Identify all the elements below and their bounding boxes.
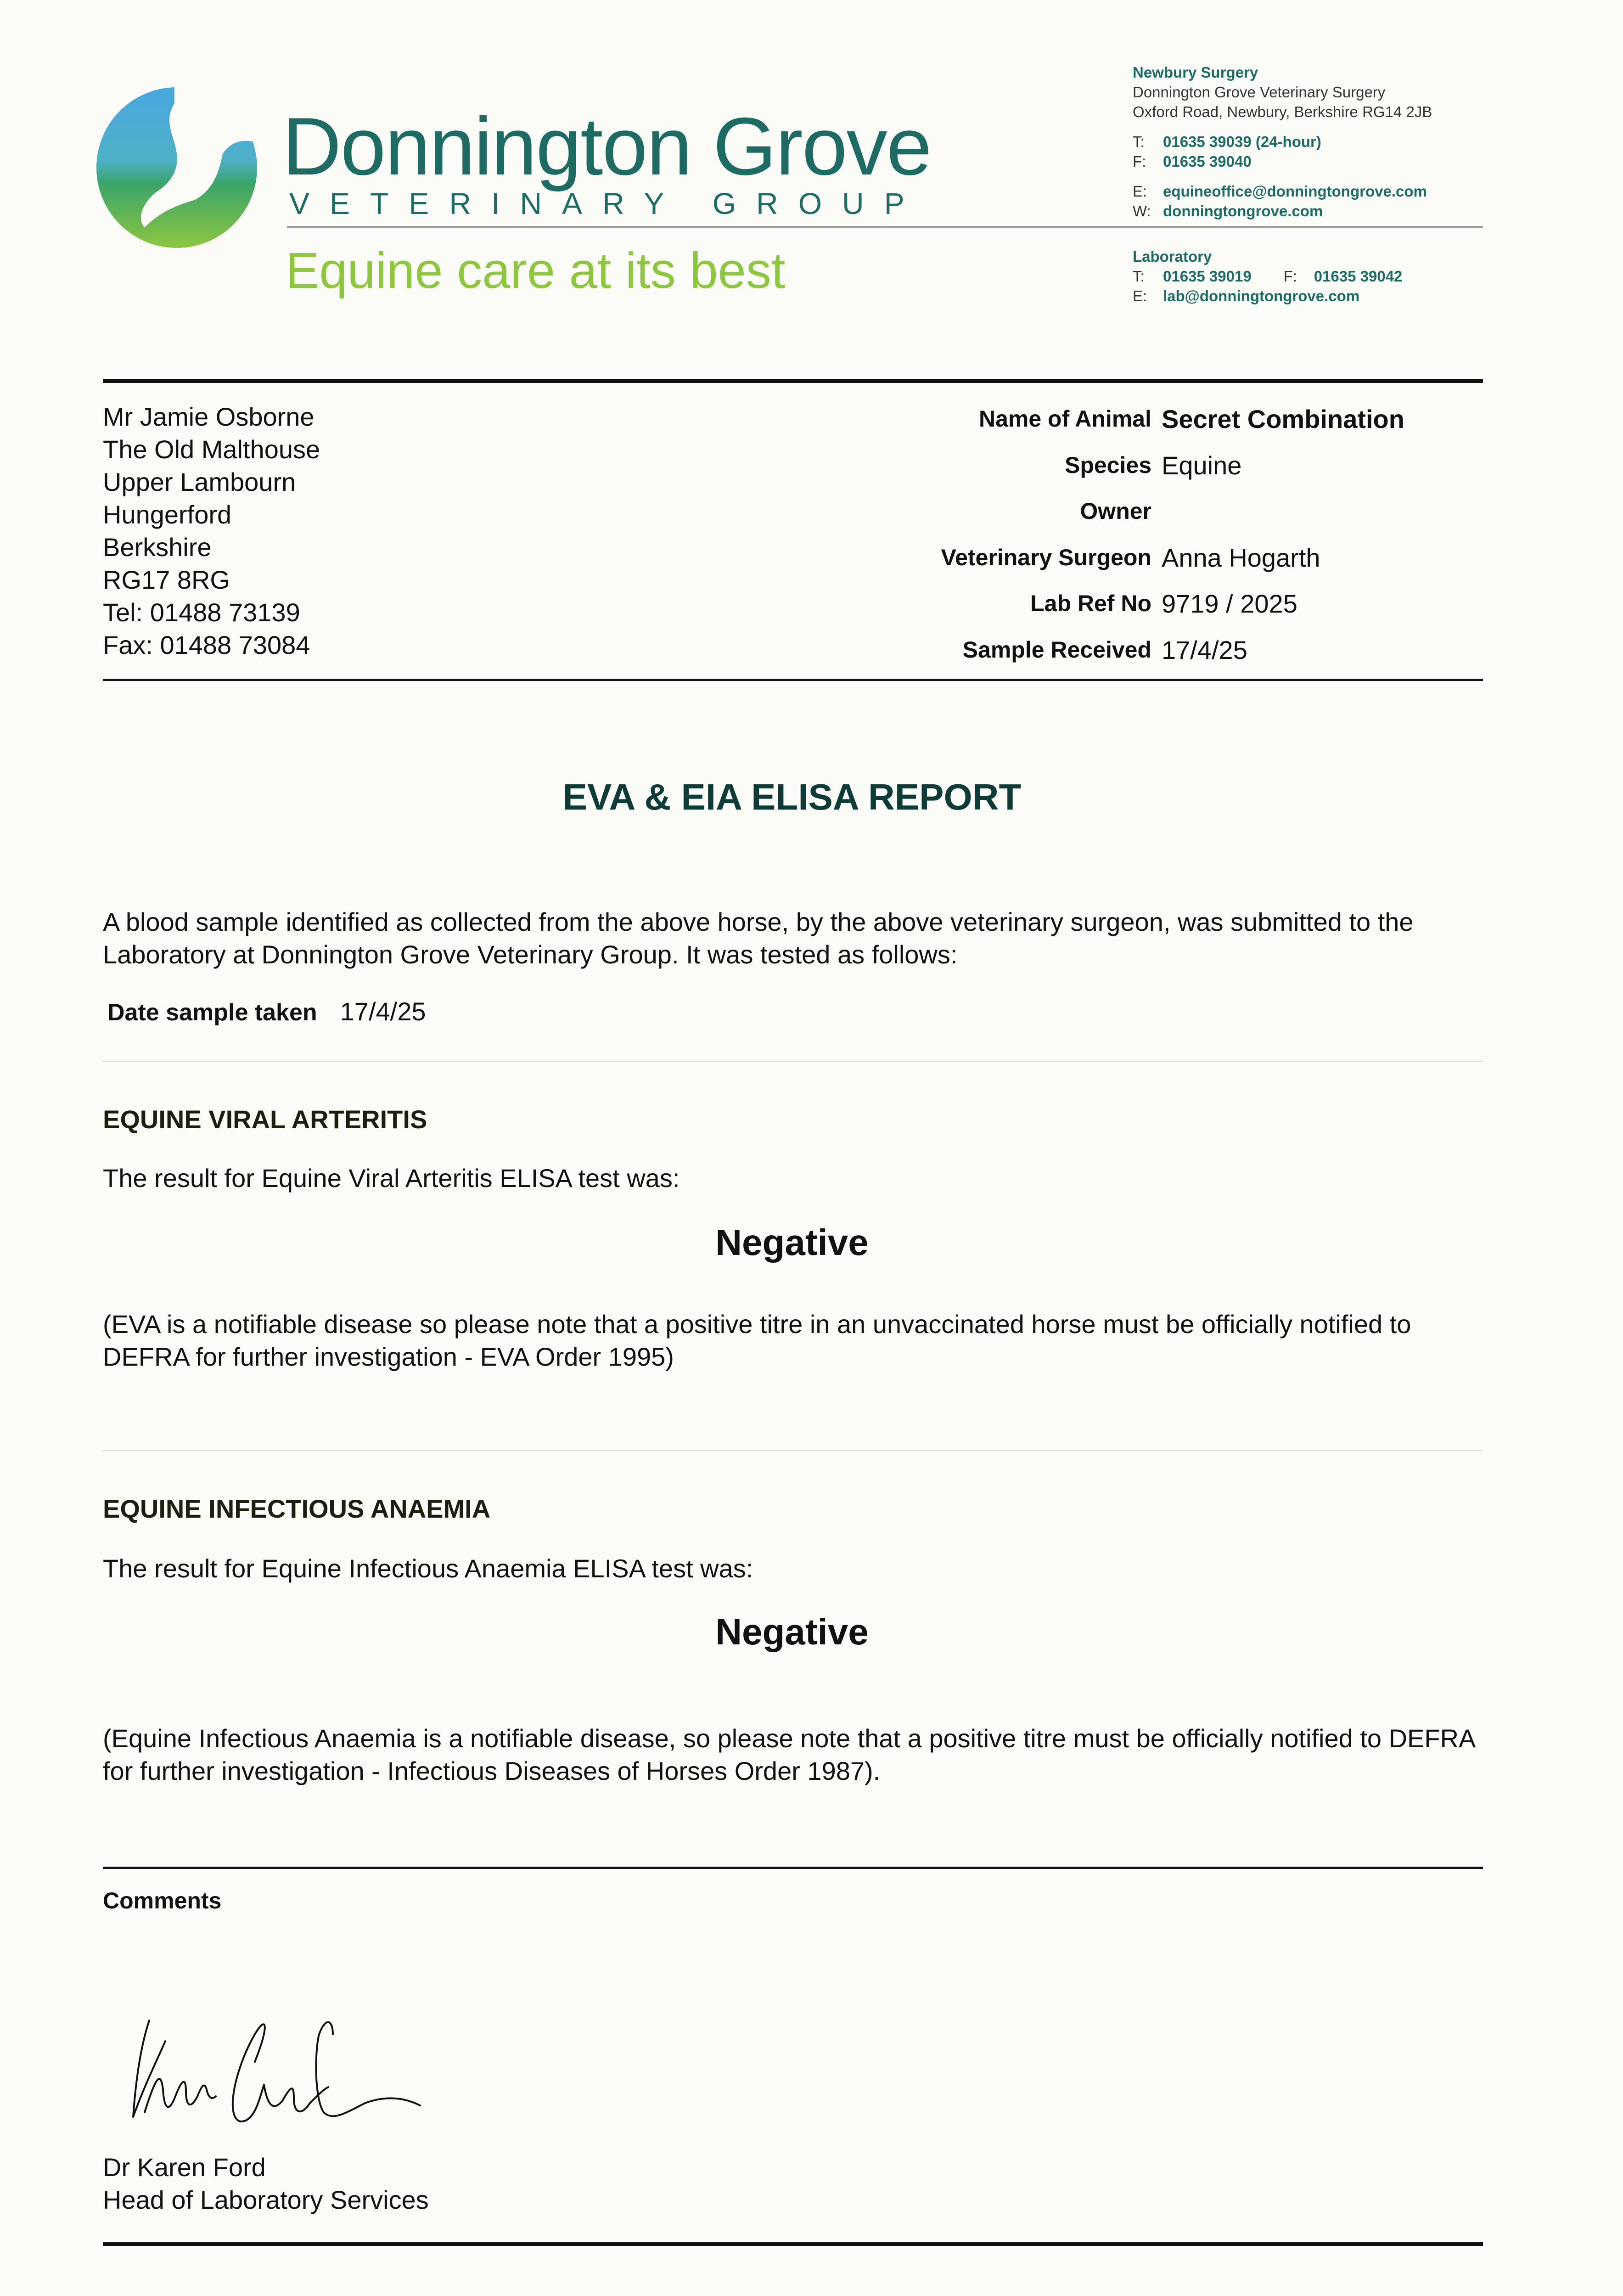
report-title: EVA & EIA ELISA REPORT [562,777,1022,817]
address-line: Mr Jamie Osborne [103,402,314,431]
surgery-line1: Donnington Grove Veterinary Surgery [1133,84,1386,101]
fax-label: F: [1133,153,1146,170]
section-divider [103,1450,1483,1451]
contact-block [1133,62,1509,306]
detail-row [781,585,1483,631]
address-line: Fax: 01488 73084 [103,630,310,659]
web-label: W: [1133,203,1151,219]
laboratory-title: Laboratory [1133,248,1212,265]
sample-received-label: Sample Received [962,636,1151,663]
logo-icon [94,85,264,250]
address-line: The Old Malthouse [103,435,320,464]
lab-ref-value: 9719 / 2025 [1162,589,1297,618]
comments-label: Comments [103,1888,222,1913]
lab-email-link[interactable]: lab@donningtongrove.com [1163,287,1360,304]
signer-name: Dr Karen Ford [103,2153,266,2182]
detail-row [781,447,1483,493]
animal-name-value: Secret Combination [1162,405,1404,433]
eva-note: (EVA is a notifiable disease so please note that a positive titre in an unvaccinated horse must be officially notified to DEFRA for further investigation - EVA Order 1995) [103,1310,1411,1371]
animal-details [781,400,1483,677]
brand-name: Donnington Grove [282,101,931,192]
surgery-line2: Oxford Road, Newbury, Berkshire RG14 2JB [1133,103,1432,120]
surgery-title: Newbury Surgery [1133,64,1258,81]
lab-fax: 01635 39042 [1314,268,1403,285]
date-sample-label: Date sample taken [107,999,317,1026]
lab-fax-label: F: [1283,268,1297,285]
website-link[interactable]: donningtongrove.com [1163,203,1323,219]
eva-lead: The result for Equine Viral Arteritis ELISA test was: [103,1164,680,1193]
detail-row [781,539,1483,585]
phone-label: T: [1133,133,1145,150]
details-rule [103,679,1483,681]
species-value: Equine [1162,450,1242,480]
address-line: Hungerford [103,500,232,529]
animal-name-label: Name of Animal [978,406,1151,432]
section-divider [103,1061,1483,1062]
detail-row [781,493,1483,539]
footer-rule [103,2242,1483,2246]
address-line: RG17 8RG [103,565,230,594]
signature-icon [117,2007,484,2144]
eia-heading: EQUINE INFECTIOUS ANAEMIA [103,1494,491,1523]
lab-phone-label: T: [1133,268,1145,285]
surgery-email-link[interactable]: equineoffice@donningtongrove.com [1163,183,1427,200]
lab-phone[interactable]: 01635 39019 [1163,268,1252,285]
signer-block [103,2151,429,2216]
eva-heading: EQUINE VIRAL ARTERITIS [103,1105,427,1134]
detail-row [781,400,1483,447]
address-line: Berkshire [103,533,212,562]
vet-value: Anna Hogarth [1162,543,1320,572]
address-line: Tel: 01488 73139 [103,598,300,627]
sample-received-value: 17/4/25 [1162,635,1247,664]
intro-paragraph: A blood sample identified as collected from the above horse, by the above veterinary surgeon, was submitted to the Laboratory at Donnington Grove Veterinary Group. It was tested as follows: [103,907,1414,969]
species-label: Species [1064,452,1151,478]
owner-label: Owner [1080,498,1151,524]
tagline: Equine care at its best [286,242,786,299]
brand-subtitle: VETERINARY GROUP [289,186,925,220]
date-sample-value: 17/4/25 [340,997,426,1026]
signer-title: Head of Laboratory Services [103,2185,429,2214]
surgery-fax: 01635 39040 [1163,153,1252,170]
header-rule [103,379,1483,383]
comments-rule [103,1867,1483,1869]
eia-note: (Equine Infectious Anaemia is a notifiable disease, so please note that a positive titre must be officially notified to DEFRA for further investigation - Infectious Diseases of Horses Order 1987). [103,1724,1475,1785]
date-sample-taken [107,996,426,1026]
lab-ref-label: Lab Ref No [1030,591,1151,616]
eva-result: Negative [715,1222,869,1263]
detail-row [781,631,1483,678]
client-address [103,400,320,661]
vet-label: Veterinary Surgeon [941,544,1151,570]
address-line: Upper Lambourn [103,467,296,496]
eia-lead: The result for Equine Infectious Anaemia ELISA test was: [103,1554,753,1583]
email-label: E: [1133,183,1147,200]
surgery-phone[interactable]: 01635 39039 (24-hour) [1163,133,1321,150]
eia-result: Negative [715,1611,869,1652]
lab-email-label: E: [1133,287,1147,304]
